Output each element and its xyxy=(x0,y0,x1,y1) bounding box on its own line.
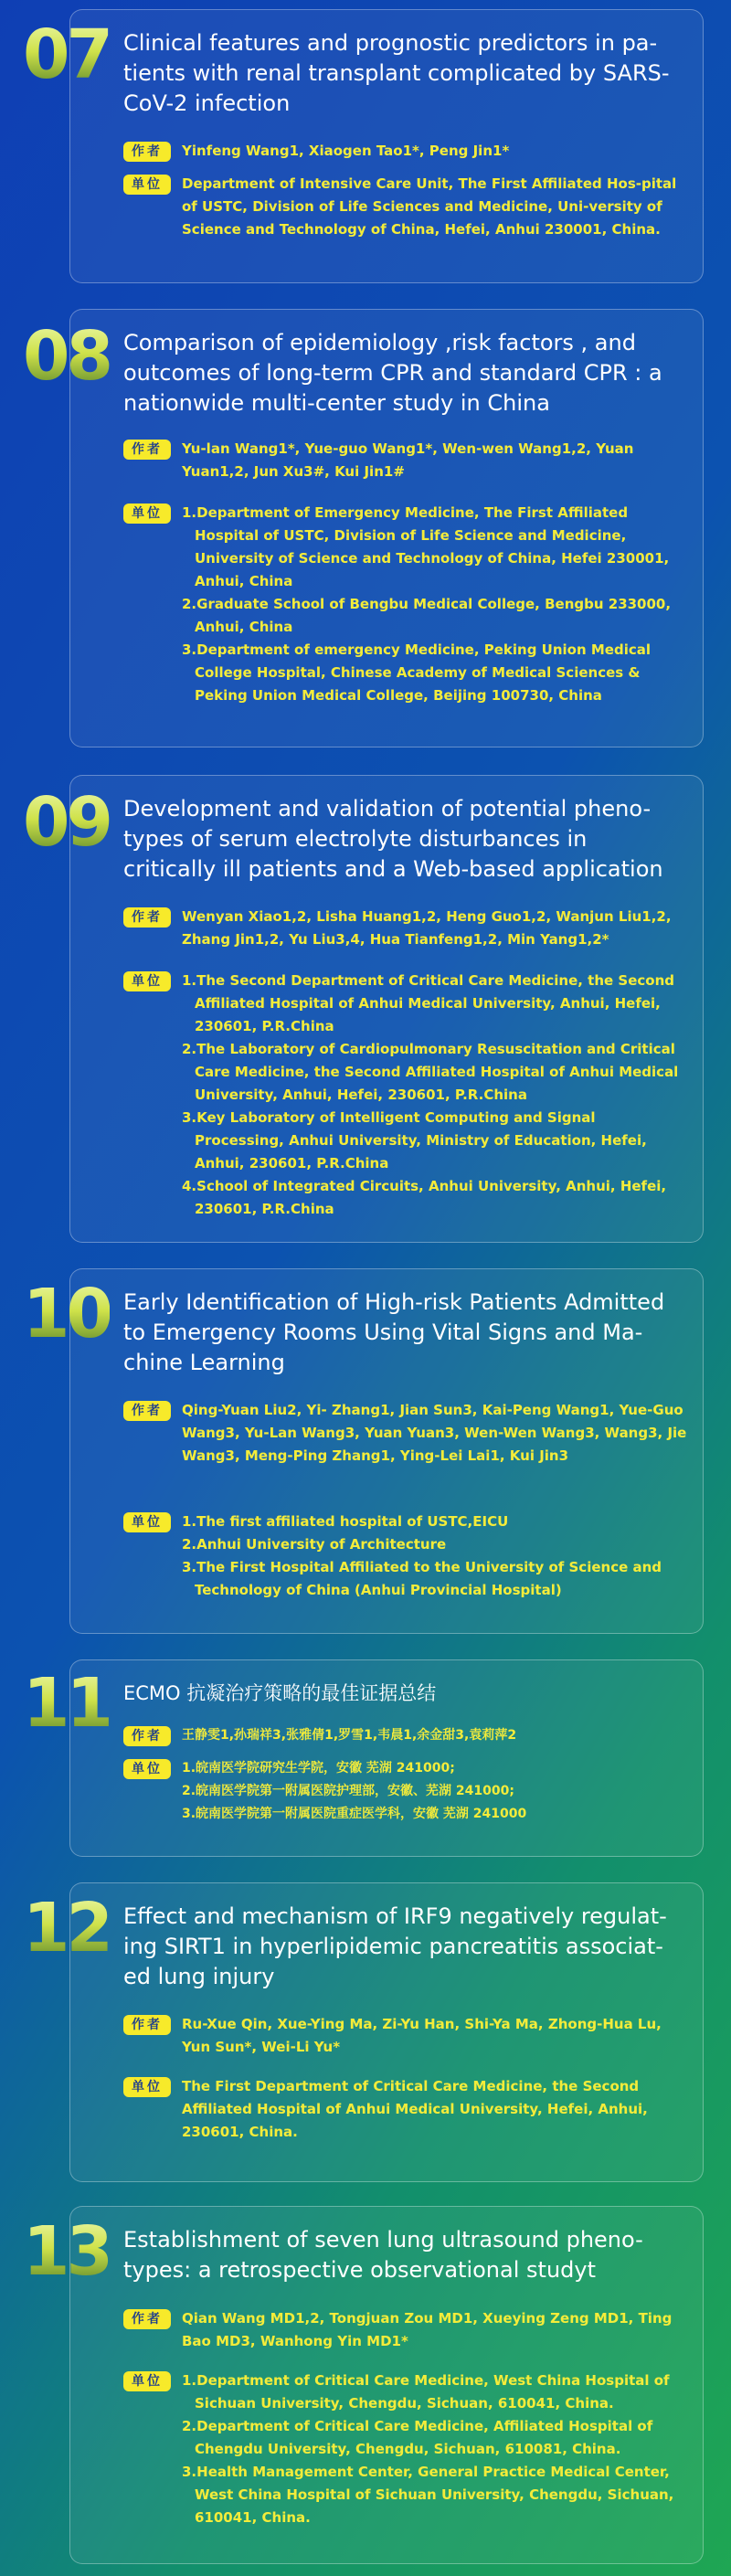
affiliation-list xyxy=(182,970,688,1221)
affiliation-list xyxy=(182,1757,688,1826)
affiliation-item: 4.School of Integrated Circuits, Anhui University, Anhui, Hefei, 230601, P.R.China xyxy=(182,1178,667,1217)
affiliation-item: 1.The first affiliated hospital of USTC,EICU xyxy=(182,1513,509,1530)
affiliation-tag: 单位 xyxy=(123,175,171,195)
authors-tag: 作者 xyxy=(123,1401,171,1421)
entry-number: 07 xyxy=(23,16,110,94)
abstract-card-10 xyxy=(23,1268,704,1634)
authors-tag: 作者 xyxy=(123,2309,171,2329)
abstract-card-12 xyxy=(23,1882,704,2182)
affiliation-list xyxy=(182,1511,688,1602)
affiliation-tag: 单位 xyxy=(123,504,171,524)
authors-text: Wenyan Xiao1,2, Lisha Huang1,2, Heng Guo1,2, Wanjun Liu1,2, Zhang Jin1,2, Yu Liu3,4, Hua Tianfeng1,2, Min Yang1,2* xyxy=(182,908,672,948)
authors-text: 王静雯1,孙瑞祥3,张雅倩1,罗雪1,韦晨1,余金甜3,袁莉萍2 xyxy=(182,1728,517,1743)
affiliation-item: 1.Department of Emergency Medicine, The First Affiliated Hospital of USTC, Division of Life Science and Medicine, University of Science and Technology of China, Hefei 230001, Anhui, China xyxy=(182,504,670,589)
authors-text: Qian Wang MD1,2, Tongjuan Zou MD1, Xueying Zeng MD1, Ting Bao MD3, Wanhong Yin MD1* xyxy=(182,2310,673,2349)
affiliation-item: 1.Department of Critical Care Medicine, West China Hospital of Sichuan University, Chengdu, Sichuan, 610041, China. xyxy=(182,2372,670,2412)
authors-text: Ru-Xue Qin, Xue-Ying Ma, Zi-Yu Han, Shi-Ya Ma, Zhong-Hua Lu, Yun Sun*, Wei-Li Yu* xyxy=(182,2016,662,2055)
authors-tag: 作者 xyxy=(123,1726,171,1746)
affiliation-item: 2.Department of Critical Care Medicine, Affiliated Hospital of Chengdu University, Chengdu, Sichuan, 610081, China. xyxy=(182,2418,653,2457)
entry-title: Effect and mechanism of IRF9 negatively regulat-ing SIRT1 in hyperlipidemic pancreatitis associat-ed lung injury xyxy=(123,1903,667,1989)
affiliation-text: The First Department of Critical Care Medicine, the Second Affiliated Hospital of Anhui Medical University, Hefei, Anhui, 230601, China. xyxy=(182,2078,648,2140)
affiliation-item: 3.The First Hospital Affiliated to the University of Science and Technology of China (Anhui Provincial Hospital) xyxy=(182,1559,662,1598)
abstract-card-09 xyxy=(23,775,704,1243)
affiliation-tag: 单位 xyxy=(123,2371,171,2391)
authors-tag: 作者 xyxy=(123,440,171,460)
authors-tag: 作者 xyxy=(123,2015,171,2035)
affiliation-list xyxy=(182,2369,688,2529)
affiliation-text: Department of Intensive Care Unit, The First Affiliated Hos-pital of USTC, Division of Life Sciences and Medicine, Uni-versity of Science and Technology of China, Hefei, Anhui 230001, China. xyxy=(182,175,677,238)
entry-number: 10 xyxy=(23,1275,110,1353)
affiliation-list xyxy=(182,502,688,707)
abstract-card-08 xyxy=(23,309,704,747)
affiliation-tag: 单位 xyxy=(123,2077,171,2097)
affiliation-tag: 单位 xyxy=(123,1759,171,1779)
affiliation-item: 3.Department of emergency Medicine, Peking Union Medical College Hospital, Chinese Academy of Medical Sciences & Peking Union Medical College, Beijing 100730, China xyxy=(182,641,652,704)
entry-number: 12 xyxy=(23,1889,110,1967)
entry-number: 13 xyxy=(23,2212,110,2291)
affiliation-item: 1.皖南医学院研究生学院，安徽 芜湖 241000; xyxy=(182,1761,455,1776)
entry-title: Early Identification of High-risk Patients Admitted to Emergency Rooms Using Vital Signs and Ma-chine Learning xyxy=(123,1289,665,1375)
entry-number: 09 xyxy=(23,783,110,862)
entry-title: Comparison of epidemiology ,risk factors , and outcomes of long-term CPR and standard CPR : a nationwide multi-center study in China xyxy=(123,330,662,416)
authors-text: Yu-lan Wang1*, Yue-guo Wang1*, Wen-wen Wang1,2, Yuan Yuan1,2, Jun Xu3#, Kui Jin1# xyxy=(182,440,634,480)
abstract-card-13 xyxy=(23,2206,704,2564)
affiliation-item: 3.皖南医学院第一附属医院重症医学科，安徽 芜湖 241000 xyxy=(182,1807,527,1821)
entry-title: Establishment of seven lung ultrasound pheno-types: a retrospective observational studyt xyxy=(123,2227,643,2283)
affiliation-item: 2.Graduate School of Bengbu Medical College, Bengbu 233000, Anhui, China xyxy=(182,596,672,635)
abstract-card-07 xyxy=(23,9,704,283)
affiliation-item: 2.The Laboratory of Cardiopulmonary Resuscitation and Critical Care Medicine, the Second Affiliated Hospital of Anhui Medical University, Anhui, Hefei, 230601, P.R.China xyxy=(182,1041,679,1103)
entry-title: Development and validation of potential pheno-types of serum electrolyte disturbances in critically ill patients and a Web-based application xyxy=(123,796,663,882)
entry-number: 11 xyxy=(23,1664,110,1743)
entry-title: ECMO 抗凝治疗策略的最佳证据总结 xyxy=(123,1682,437,1704)
affiliation-item: 3.Key Laboratory of Intelligent Computing and Signal Processing, Anhui University, Ministry of Education, Hefei, Anhui, 230601, P.R.China xyxy=(182,1109,647,1171)
authors-tag: 作者 xyxy=(123,907,171,928)
authors-text: Yinfeng Wang1, Xiaogen Tao1*, Peng Jin1* xyxy=(182,143,510,159)
abstract-card-11 xyxy=(23,1659,704,1857)
affiliation-item: 1.The Second Department of Critical Care Medicine, the Second Affiliated Hospital of Anhui Medical University, Anhui, Hefei, 230601, P.R.China xyxy=(182,972,675,1034)
authors-tag: 作者 xyxy=(123,142,171,162)
affiliation-item: 3.Health Management Center, General Practice Medical Center, West China Hospital of Sichuan University, Chengdu, Sichuan, 610041, China. xyxy=(182,2464,674,2526)
entry-number: 08 xyxy=(23,317,110,396)
affiliation-tag: 单位 xyxy=(123,971,171,991)
affiliation-item: 2.Anhui University of Architecture xyxy=(182,1536,447,1553)
affiliation-tag: 单位 xyxy=(123,1512,171,1532)
authors-text: Qing-Yuan Liu2, Yi- Zhang1, Jian Sun3, Kai-Peng Wang1, Yue-Guo Wang3, Yu-Lan Wang3, Yuan Yuan3, Wen-Wen Wang3, Wang3, Jie Wang3, Meng-Ping Zhang1, Ying-Lei Lai1, Kui Jin3 xyxy=(182,1402,687,1464)
entry-title: Clinical features and prognostic predictors in pa-tients with renal transplant complicated by SARS-CoV-2 infection xyxy=(123,30,670,116)
affiliation-item: 2.皖南医学院第一附属医院护理部，安徽、芜湖 241000; xyxy=(182,1784,514,1798)
